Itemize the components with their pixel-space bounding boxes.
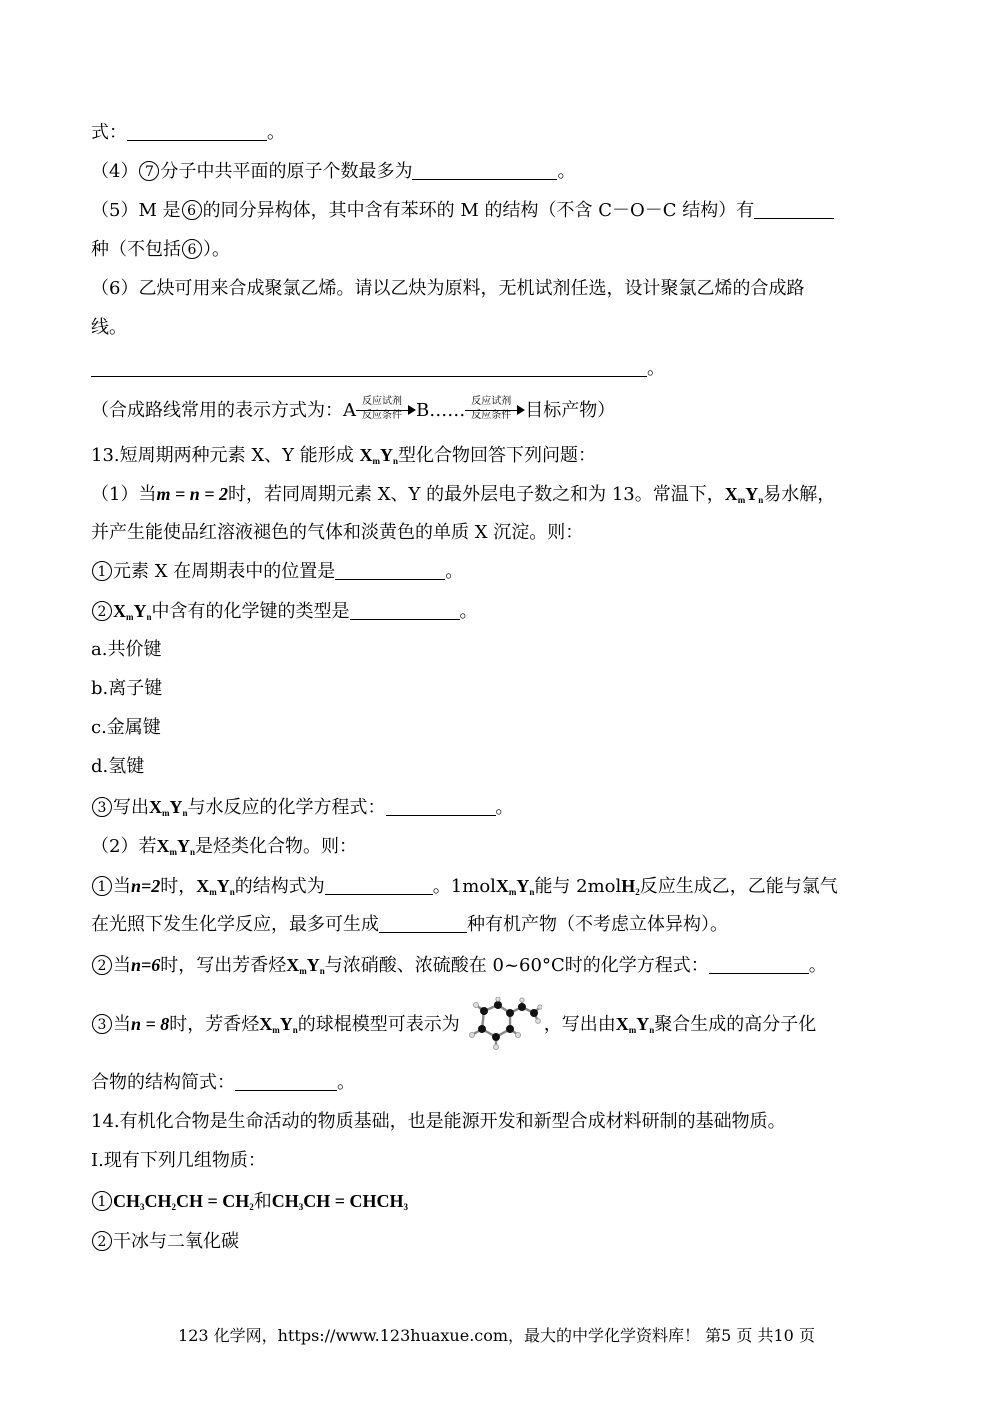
question-4: （4） 7 分子中共平面的原子个数最多为 。 (91, 161, 576, 182)
circled-number: 6 (182, 200, 202, 220)
synthesis-route-answer: 。 (91, 356, 665, 382)
formula-h2: $H_2$ (621, 876, 640, 897)
reaction-arrow-icon: 反应试剂 反应条件 (356, 399, 416, 421)
q13-part2-sub1-cont: 在光照下发生化学反应，最多可生成 种有机产物（不考虑立体异构）。 (91, 914, 728, 935)
q13-sub3: 3 写出$X_mY_n$与水反应的化学方程式： 。 (91, 794, 514, 826)
formula-xmyn: $X_mY_n$ (156, 836, 195, 857)
question-5-cont: 种（不包括 6 ）。 (91, 239, 230, 260)
styrene-ball-stick-model-icon (462, 997, 542, 1053)
formula-xmyn: $X_mY_n$ (113, 601, 152, 622)
q13-part2-sub1: 1 当n=2时，$X_mY_n$的结构式为 。$1molX_mY_n$能与 2molH$_2$反应生成乙，乙能与氯气 (91, 873, 838, 905)
route-example: （合成路线常用的表示方式为：A 反应试剂 反应条件 B…… 反应试剂 反应条件 目标产物） (91, 396, 616, 421)
formula-xmyn: $X_mY_n$ (615, 1014, 655, 1035)
circled-number: 1 (92, 1191, 112, 1211)
question-14: 14.有机化合物是生命活动的物质基础，也是能源开发和新型合成材料研制的基础物质。 (91, 1111, 786, 1132)
answer-blank[interactable] (235, 1072, 337, 1091)
circled-number: 1 (92, 561, 112, 581)
option-a: a.共价键 (91, 639, 162, 660)
page-footer: 123 化学网，https://www.123huaxue.com，最大的中学化学资料库！ 第5 页 共10 页 (178, 1326, 815, 1345)
reaction-arrow-icon: 反应试剂 反应条件 (465, 399, 525, 421)
answer-blank[interactable] (127, 122, 267, 141)
answer-blank[interactable] (386, 797, 496, 816)
answer-blank[interactable] (325, 876, 433, 895)
circled-number: 2 (92, 601, 112, 621)
question-13: 13.短周期两种元素 X、Y 能形成 $X_mY_n$型化合物回答下列问题： (91, 445, 597, 466)
q13-part1-cont: 并产生能使品红溶液褪色的气体和淡黄色的单质 X 沉淀。则： (91, 522, 584, 543)
formula-xmyn: $X_mY_n$ (149, 797, 188, 818)
formula-xmyn: $X_mY_n$ (724, 484, 764, 505)
answer-blank[interactable] (350, 601, 460, 620)
q13-sub2: 2 $X_mY_n$中含有的化学键的类型是 。 (91, 598, 478, 630)
formula-2-butene: $CH_3CH$ = $CHCH_3$ (271, 1191, 409, 1212)
circled-number: 6 (182, 239, 202, 259)
q13-part2-sub3: 3 当n = 8时，芳香烃$X_mY_n$的球棍模型可表示为 ，写出由$X_mY_n$聚合生成的高分子化 (91, 996, 816, 1058)
answer-blank[interactable] (379, 914, 467, 933)
formula-xmyn: $X_mY_n$ (196, 876, 235, 897)
circled-number: 2 (92, 955, 112, 975)
formula-1-butene: $CH_3CH_2CH = CH_2$ (113, 1191, 254, 1212)
answer-blank[interactable] (709, 955, 809, 974)
formula-xmyn: $X_mY_n$ (495, 876, 535, 897)
question-5: （5）M 是 6 的同分异构体，其中含有苯环的 M 的结构（不含 C－O－C 结构）有 (91, 198, 834, 224)
q13-part2-sub3-cont: 合物的结构简式： 。 (91, 1072, 355, 1093)
circled-number: 1 (92, 876, 112, 896)
q14-group2: 2 干冰与二氧化碳 (91, 1229, 239, 1255)
q13-part1: （1）当m = n = 2时，若同周期元素 X、Y 的最外层电子数之和为 13。常温下，$X_mY_n$易水解， (91, 484, 836, 505)
question-6: （6）乙炔可用来合成聚氯乙烯。请以乙炔为原料，无机试剂任选，设计聚氯乙烯的合成路 (91, 278, 805, 299)
answer-blank[interactable] (335, 561, 445, 580)
circled-number: 2 (92, 1231, 112, 1251)
q14-group1: 1 $CH_3CH_2CH = CH_2$和$CH_3CH$ = $CHCH_3$ (91, 1188, 408, 1220)
line-formula-answer: 式： 。 (91, 122, 285, 143)
answer-blank[interactable] (91, 358, 647, 377)
q13-part2: （2）若$X_mY_n$是烃类化合物。则： (91, 836, 357, 857)
option-d: d.氢键 (91, 756, 145, 777)
circled-number: 3 (92, 797, 112, 817)
formula-xmyn: $X_mY_n$ (359, 445, 399, 466)
answer-blank[interactable] (754, 200, 834, 219)
formula-xmyn: $X_mY_n$ (259, 1014, 298, 1035)
q13-sub1: 1 元素 X 在周期表中的位置是 。 (91, 559, 463, 585)
question-6-cont: 线。 (91, 317, 127, 338)
answer-blank[interactable] (412, 161, 557, 180)
q13-part2-sub2: 2 当n=6时，写出芳香烃$X_mY_n$与浓硝酸、浓硫酸在 0~60°C时的化学方程式： 。 (91, 952, 827, 984)
q14-part-i: I.现有下列几组物质： (91, 1150, 266, 1171)
option-b: b.离子键 (91, 678, 163, 699)
formula-xmyn: $X_mY_n$ (286, 955, 325, 976)
option-c: c.金属键 (91, 717, 161, 738)
circled-number: 3 (92, 1014, 112, 1034)
circled-number: 7 (139, 161, 159, 181)
